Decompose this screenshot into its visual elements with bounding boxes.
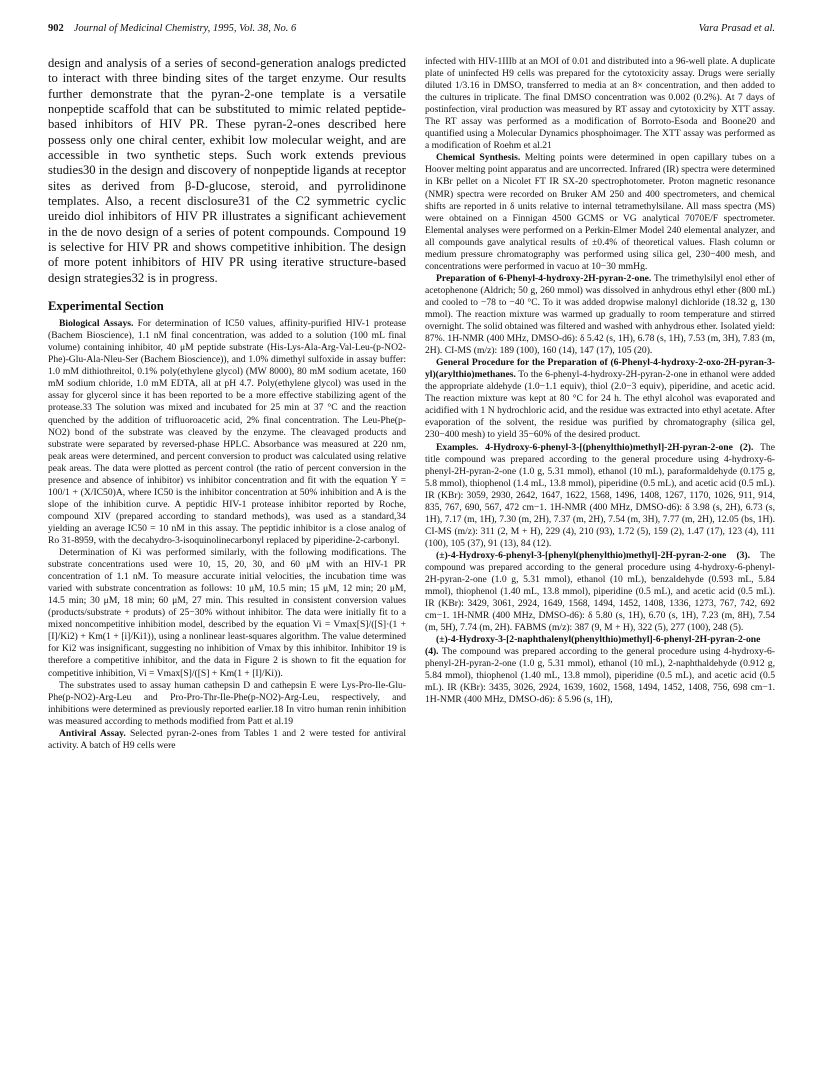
general-text: To the 6-phenyl-4-hydroxy-2H-pyran-2-one in ethanol were added the appropriate aldehyde (1.0−1.1 equiv), thiol (2.0−3 equiv), piperidine, and acetic acid. The reaction mixture was kept at 80 °C for 24 h. The ethyl alcohol was evaporated and acidified with 1 N hydrochloric acid, and the residue was extracted into ethyl acetate. After evaporation of the solvent, the residue was purified by chromatography (silica gel, 230−400 mesh) to yield 35−60% of the desired product.	[425, 369, 776, 441]
section-heading: Experimental Section	[48, 299, 164, 314]
journal-citation: Journal of Medicinal Chemistry, 1995, Vol. 38, No. 6	[73, 22, 297, 34]
antiviral-heading: Antiviral Assay.	[59, 727, 126, 739]
intro-paragraph: design and analysis of a series of second-generation analogs predicted to interact with three binding sites of the target enzyme. Our results further demonstrate that the pyran-2-one template is a versatile nonpeptide scaffold that can be substituted to mimic related peptide-based inhibitors of HIV PR. These pyran-2-ones described here possess only one chiral center, exhibit low molecular weight, and are accessible in two synthetic steps. Such work extends previous studies30 in the design and discovery of nonpeptide ligands at receptor sites as derived from β-D-glucose, steroid, and pyrrolidinone templates. Also, a recent disclosure31 of the C2 symmetric cyclic ureido diol inhibitors of HIV PR illustrates a significant achievement in the de novo design of a series of potent compounds. Compound 19 is selective for HIV PR and shows competitive inhibition. The design of more potent inhibitors of HIV PR using iterative structure-based design strategies32 is in progress.	[48, 56, 406, 285]
preparation-paragraph	[425, 273, 775, 357]
examples-heading: Examples. 4-Hydroxy-6-phenyl-3-[(phenylthio)methyl]-2H-pyran-2-one (2).	[436, 441, 754, 453]
chem-text: Melting points were determined in open capillary tubes on a Hoover melting point apparatus and are uncorrected. Infrared (IR) spectra were determined in KBr pellet on a Nicolet FT IR SX-20 spectrophotometer. Proton magnetic resonance (NMR) spectra were recorded on Bruker AM 250 and 400 spectrometers, and chemical shifts are reported in δ units relative to internal tetramethylsilane. All mass spectra (MS) were obtained on a Finnigan 4500 GCMS or VG analytical 7070E/F spectrometer. Elemental analyses were performed on a Perkin-Elmer Model 240 elemental analyzer, and all compounds gave analytical results of ±0.4% of theoretical values. Flash column or medium pressure chromatography was performed using silica gel, 230−400 mesh, and concentrations were performed in vacuo at 10−30 mmHg.	[425, 152, 776, 272]
ki-paragraph: Determination of Ki was performed similarly, with the following modifications. The substrate concentrations used were 10, 15, 20, 30, and 60 μM with an HIV-1 PR concentration of 1.1 nM. To measure accurate initial velocities, the incubation time was varied with substrate concentration as follows: 10 μM, 10.5 min; 15 μM, 12 min; 20 μM, 14.5 min; 30 μM, 18 min; 60 μM, 27 min. This resulted in consistent conversion values (products/substrate + produts) of 25−30% without inhibitor. The data were initially fit to a mixed noncompetitive inhibition model, described by the equation Vi = Vmax[S]/([S]·(1 + [I]/Ki2) + Km(1 + [i]/Ki1)), using a nonlinear least-squares algorithm. The value determined for Ki2 was insignificant, suggesting no inhibition of Vmax by this inhibitor. Inhibitor 19 is therefore a competitive inhibitor, and the data in Figure 2 is shown to fit the equation for competitive inhibition, Vi = Vmax[S]/([S] + Km(1 + [I]/Ki)).	[48, 547, 406, 679]
cmpd4-heading: (±)-4-Hydroxy-3-[2-naphthalenyl(phenylthio)methyl]-6-phenyl-2H-pyran-2-one (4).	[425, 634, 761, 658]
compound-3-paragraph	[425, 550, 775, 634]
chem-heading: Chemical Synthesis.	[436, 152, 521, 164]
general-heading: General Procedure for the Preparation of (6-Phenyl-4-hydroxy-2-oxo-2H-pyran-3-yl)(arylthio)methanes.	[425, 357, 775, 381]
cmpd3-heading: (±)-4-Hydroxy-6-phenyl-3-[phenyl(phenylthio)methyl]-2H-pyran-2-one (3).	[436, 549, 751, 561]
biological-assays-paragraph	[48, 318, 406, 547]
page-number: 902	[48, 22, 64, 34]
page-header	[48, 20, 775, 36]
antiviral-paragraph	[48, 728, 406, 752]
examples-paragraph	[425, 442, 775, 550]
bio-heading: Biological Assays.	[59, 318, 134, 330]
running-authors: Vara Prasad et al.	[698, 22, 775, 34]
bio-text: For determination of IC50 values, affinity-purified HIV-1 protease (Bachem Bioscience), 1.1 nM final concentration, was added to a solution (100 mL final volume) containing inhibitor, 40 μM peptide substrate (His-Lys-Ala-Arg-Val-Leu-(p-NO2-Phe)-Glu-Ala-Nleu-Ser (Bachem Bioscience)), and 1.0% dimethyl sulfoxide in assay buffer: 1.0 mM dithiothreitol, 0.1% poly(ethylene glycol) (MW 8000), 80 mM sodium acetate, 160 mM sodium chloride, 1.0 mM EDTA, all at pH 4.7. Poly(ethylene glycol) was used in the assay for glycerol since it has been reported to be a more effective stabilizing agent of the protease.33 The solution was mixed and incubated for 25 min at 37 °C and the reaction quenched by the addition of trifluoroacetic acid, 2% final concentration. The Leu-Phe(p-NO2) bond of the substrate was cleaved by the enzyme. The cleavaged products and substrate were separated by reversed-phase HPLC. Absorbance was measured at 220 nm, peak areas were determined, and percent conversion to product was calculated using relative peak areas. The data were plotted as percent control (the ratio of percent conversion in the presence and absence of inhibitor) vs inhibitor concentration and fit with the equation Y = 100/1 + (X/IC50)A, where IC50 is the inhibitor concentration at 50% inhibition and A is the slope of the inhibition curve. A peptidic HIV-1 protease inhibitor reported by Roche, compound XIV (prepared according to standard methods), was used as a standard,34 yielding an average IC50 = 10 nM in this assay. The peptidic inhibitor is a close analog of Ro 31-8959, with the decahydro-3-isoquinolinecarbonyl replaced by piperidine-2-carbonyl.	[48, 318, 406, 546]
compound-4-paragraph	[425, 634, 775, 706]
prep-text: The trimethylsilyl enol ether of acetophenone (Aldrich; 50 g, 260 mmol) was dissolved in anhydrous ethyl ether (800 mL) and cooled to −78 to −40 °C. To it was added dropwise malonyl dichloride (18.32 g, 130 mmol). The reaction mixture was warmed up gradually to room temperature and stirred overnight. The solid obtained was filtered and washed with anhydrous ether. Isolated yield: 87%. 1H-NMR (400 MHz, DMSO-d6): δ 5.42 (s, 1H), 6.78 (s, 1H), 7.53 (m, 3H), 7.83 (m, 2H). CI-MS (m/z): 189 (100), 160 (14), 147 (17), 105 (20).	[425, 272, 776, 357]
chemical-synthesis-paragraph	[425, 152, 775, 272]
cmpd3-text: The compound was prepared according to the general procedure using 4-hydroxy-6-phenyl-2H-pyran-2-one (1.0 g, 5.31 mmol), ethanol (10 mL), benzaldehyde (0.593 mL, 5.84 mmol), thiophenol (1.40 mL, 13.8 mmol), piperidine (0.5 mL), and acetic acid (0.5 mL). IR (KBr): 3429, 3061, 2924, 1649, 1568, 1494, 1452, 1408, 1336, 1273, 767, 742, 692 cm−1. 1H-NMR (400 MHz, DMSO-d6): δ 5.80 (s, 1H), 6.70 (s, 1H), 7.23 (m, 8H), 7.54 (m, 5H), 7.74 (m, 2H). FABMS (m/z): 387 (9, M + H), 322 (5), 277 (100), 248 (5).	[425, 549, 775, 634]
antiviral-text: Selected pyran-2-ones from Tables 1 and 2 were tested for antiviral activity. A batch of H9 cells were	[48, 727, 406, 751]
substrate-paragraph: The substrates used to assay human cathepsin D and cathepsin E were Lys-Pro-Ile-Glu-Phe(p-NO2)-Arg-Leu and Pro-Pro-Thr-Ile-Phe(p-NO2)-Arg-Leu, respectively, and inhibitions were determined as previously reported earlier.18 In vitro human renin inhibition was measured according to methods modified from Patt et al.19	[48, 679, 406, 727]
left-column	[48, 56, 406, 752]
right-column	[425, 56, 775, 707]
header-left	[48, 23, 296, 34]
general-procedure-paragraph	[425, 357, 775, 441]
examples-text: The title compound was prepared according to the general procedure using 4-hydroxy-6-phenyl-2H-pyran-2-one (1.0 g, 5.31 mmol), ethanol (10 mL), paraformaldehyde (0.175 g, 5.8 mmol), thiophenol (1.4 mL, 13.8 mmol), piperidine (0.5 mL), and acetic acid (0.5 mL). IR (KBr): 3059, 2930, 2642, 1647, 1622, 1568, 1496, 1408, 1267, 1170, 1026, 911, 914, 835, 767, 690, 567, 472 cm−1. 1H-NMR (400 MHz, DMSO-d6): δ 3.98 (s, 2H), 6.73 (s, 1H), 7.17 (m, 1H), 7.30 (m, 2H), 7.37 (m, 2H), 7.54 (m, 3H), 7.77 (m, 2H), 12.05 (bs, 1H). CI-MS (m/z): 311 (2, M + H), 229 (4), 210 (93), 1.72 (5), 159 (2), 1.47 (17), 123 (4), 111 (100), 105 (37), 91 (13), 84 (12).	[425, 441, 775, 549]
antiviral-continued: infected with HIV-1IIIb at an MOI of 0.01 and distributed into a 96-well plate. A duplicate plate of uninfected H9 cells was prepared for the cytotoxicity assay. Drugs were serially diluted 1/3.16 in DMSO, transferred to media at an 8× concentration, and then added to the cultures in triplicate. The final DMSO concentration was 0.002 (0.2%). At 7 days of postinfection, viral production was measured by RT assay and cytotoxicity by XTT assay. The RT assay was performed as a modification of Borroto-Esoda and Boone20 and quantified using a Molecular Dynamics phosphoimager. The XTT assay was performed as a modification of Roehm et al.21	[425, 56, 775, 152]
prep-heading: Preparation of 6-Phenyl-4-hydroxy-2H-pyran-2-one.	[436, 272, 652, 284]
cmpd4-text: The compound was prepared according to the general procedure using 4-hydroxy-6-phenyl-2H-pyran-2-one (1.0 g, 5.31 mmol), ethanol (10 mL), 2-naphthaldehyde (0.912 g, 5.84 mmol), thiophenol (1.40 mL, 13.8 mmol), piperidine (0.5 mL), and acetic acid (0.5 mL). IR (KBr): 3435, 3026, 2924, 1639, 1602, 1568, 1494, 1452, 1408, 756, 698 cm−1. 1H-NMR (400 MHz, DMSO-d6): δ 5.96 (s, 1H),	[425, 646, 776, 706]
